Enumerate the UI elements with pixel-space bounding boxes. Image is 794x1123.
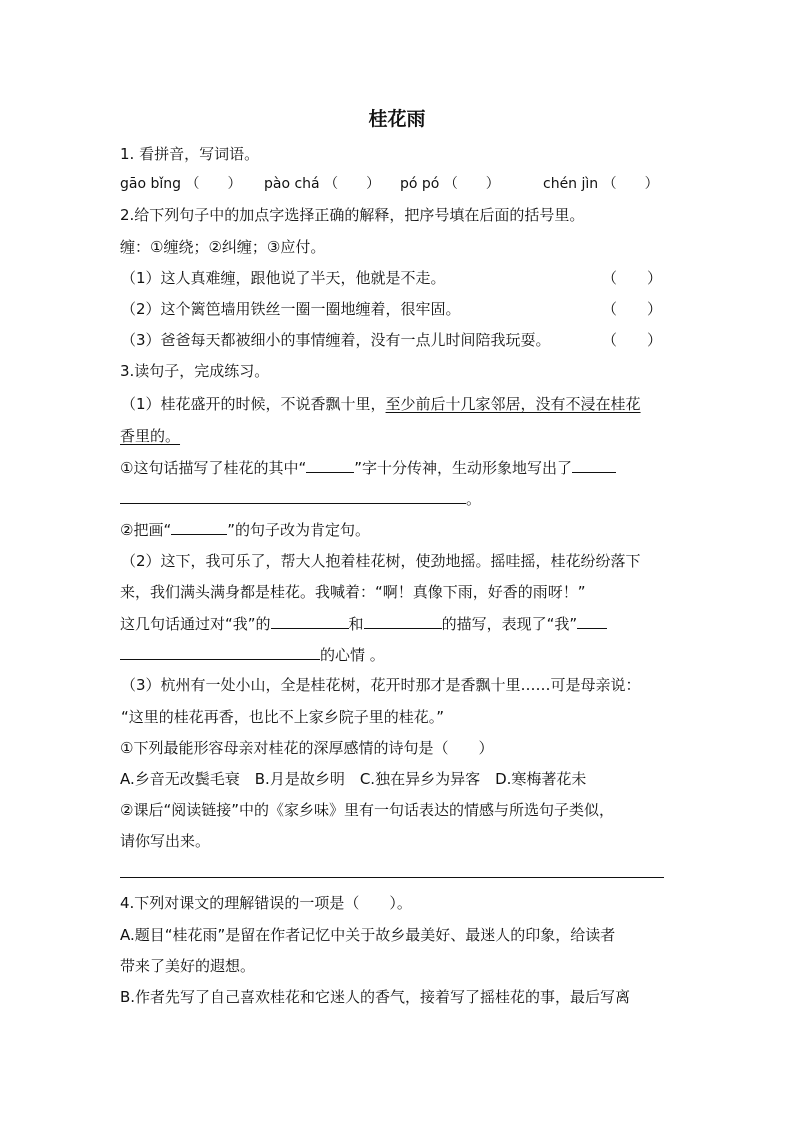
fill-blank[interactable] <box>120 487 466 504</box>
question-text: ①这句话描写了桂花的其中“ <box>120 459 307 477</box>
pinyin-text: pào chá <box>264 176 320 192</box>
q2-item-3-bracket[interactable]: （ ） <box>602 331 663 349</box>
q3-passage-2-line-1: （2）这下，我可乐了，帮大人抱着桂花树，使劲地摇。摇哇摇，桂花纷纷落下 <box>121 552 641 570</box>
answer-line[interactable] <box>120 877 664 878</box>
underlined-sentence-cont: 香里的。 <box>120 427 181 445</box>
q2-definitions: 缠：①缠绕；②纠缠；③应付。 <box>120 238 326 256</box>
answer-bracket[interactable]: （ ） <box>185 176 242 192</box>
q3-heading: 3.读句子，完成练习。 <box>120 362 270 380</box>
pinyin-text: chén jìn <box>543 176 599 192</box>
q3-p1-question-2 <box>120 518 370 541</box>
q2-item-1-bracket[interactable]: （ ） <box>602 269 663 287</box>
q3-p2-question-cont <box>120 643 385 666</box>
q4-option-a-line-1: A.题目“桂花雨”是留在作者记忆中关于故乡最美好、最迷人的印象，给读者 <box>120 926 616 944</box>
fill-blank[interactable] <box>306 456 354 473</box>
question-text: 的描写，表现了“我” <box>441 615 578 633</box>
q3-p3-question-2-line-2: 请你写出来。 <box>120 832 211 850</box>
q1-pinyin-2 <box>264 173 380 195</box>
fill-blank[interactable] <box>572 456 616 473</box>
question-text: ”的句子改为肯定句。 <box>227 521 370 539</box>
q3-passage-3-line-2: “这里的桂花再香，也比不上家乡院子里的桂花。” <box>121 708 445 726</box>
q2-item-1: （1）这人真难缠，跟他说了半天，他就是不走。 <box>121 269 446 287</box>
q4-heading: 4.下列对课文的理解错误的一项是（ ）。 <box>120 894 412 912</box>
q3-passage-3-line-1: （3）杭州有一处小山，全是桂花树，花开时那才是香飘十里……可是母亲说： <box>121 676 641 694</box>
question-text: ②把画“ <box>120 521 172 539</box>
answer-bracket[interactable]: （ ） <box>324 176 381 192</box>
answer-bracket[interactable]: （ ） <box>443 176 500 192</box>
question-text: 和 <box>348 615 364 633</box>
q3-p2-question <box>120 612 607 635</box>
question-text: ”字十分传神，生动形象地写出了 <box>354 459 573 477</box>
q1-pinyin-1 <box>120 173 241 195</box>
q3-p3-options: A.乡音无改鬓毛衰 B.月是故乡明 C.独在异乡为异客 D.寒梅著花未 <box>120 770 587 788</box>
q3-p3-question-1: ①下列最能形容母亲对桂花的深厚感情的诗句是（ ） <box>120 739 494 757</box>
q3-passage-1-line-2 <box>120 425 180 447</box>
q1-pinyin-4 <box>543 173 659 195</box>
question-text: 的心情 。 <box>320 646 385 664</box>
q3-passage-1-line-1 <box>121 393 641 415</box>
fill-blank[interactable] <box>271 612 349 629</box>
q4-option-b-line-1: B.作者先写了自己喜欢桂花和它迷人的香气，接着写了摇桂花的事，最后写离 <box>120 988 631 1006</box>
fill-blank[interactable] <box>364 612 442 629</box>
pinyin-text: pó pó <box>400 176 440 192</box>
q2-item-2-bracket[interactable]: （ ） <box>602 300 663 318</box>
page-title: 桂花雨 <box>368 108 426 130</box>
q3-p1-question-1-cont <box>120 487 481 510</box>
fill-blank[interactable] <box>120 643 320 660</box>
q3-p1-question-1 <box>120 456 616 479</box>
q2-item-2: （2）这个篱笆墙用铁丝一圈一圈地缠着，很牢固。 <box>121 300 461 318</box>
q2-heading: 2.给下列句子中的加点字选择正确的解释，把序号填在后面的括号里。 <box>120 206 585 224</box>
q3-p3-question-2-line-1: ②课后“阅读链接”中的《家乡味》里有一句话表达的情感与所选句子类似， <box>120 801 614 819</box>
answer-bracket[interactable]: （ ） <box>602 176 659 192</box>
question-text: 这几句话通过对“我”的 <box>120 615 271 633</box>
q1-heading: 1. 看拼音，写词语。 <box>120 145 260 163</box>
fill-blank[interactable] <box>171 518 227 535</box>
q2-item-3: （3）爸爸每天都被细小的事情缠着，没有一点儿时间陪我玩耍。 <box>121 331 551 349</box>
pinyin-text: gāo bǐng <box>120 176 182 192</box>
q1-pinyin-3 <box>400 173 500 195</box>
passage-text: （1）桂花盛开的时候，不说香飘十里， <box>121 395 386 413</box>
q4-option-a-line-2: 带来了美好的遐想。 <box>120 957 256 975</box>
fill-blank[interactable] <box>577 612 607 629</box>
question-text: 。 <box>466 490 482 508</box>
underlined-sentence: 至少前后十几家邻居，没有不浸在桂花 <box>385 395 641 413</box>
q3-passage-2-line-2: 来，我们满头满身都是桂花。我喊着：“啊！真像下雨，好香的雨呀！” <box>120 583 586 601</box>
